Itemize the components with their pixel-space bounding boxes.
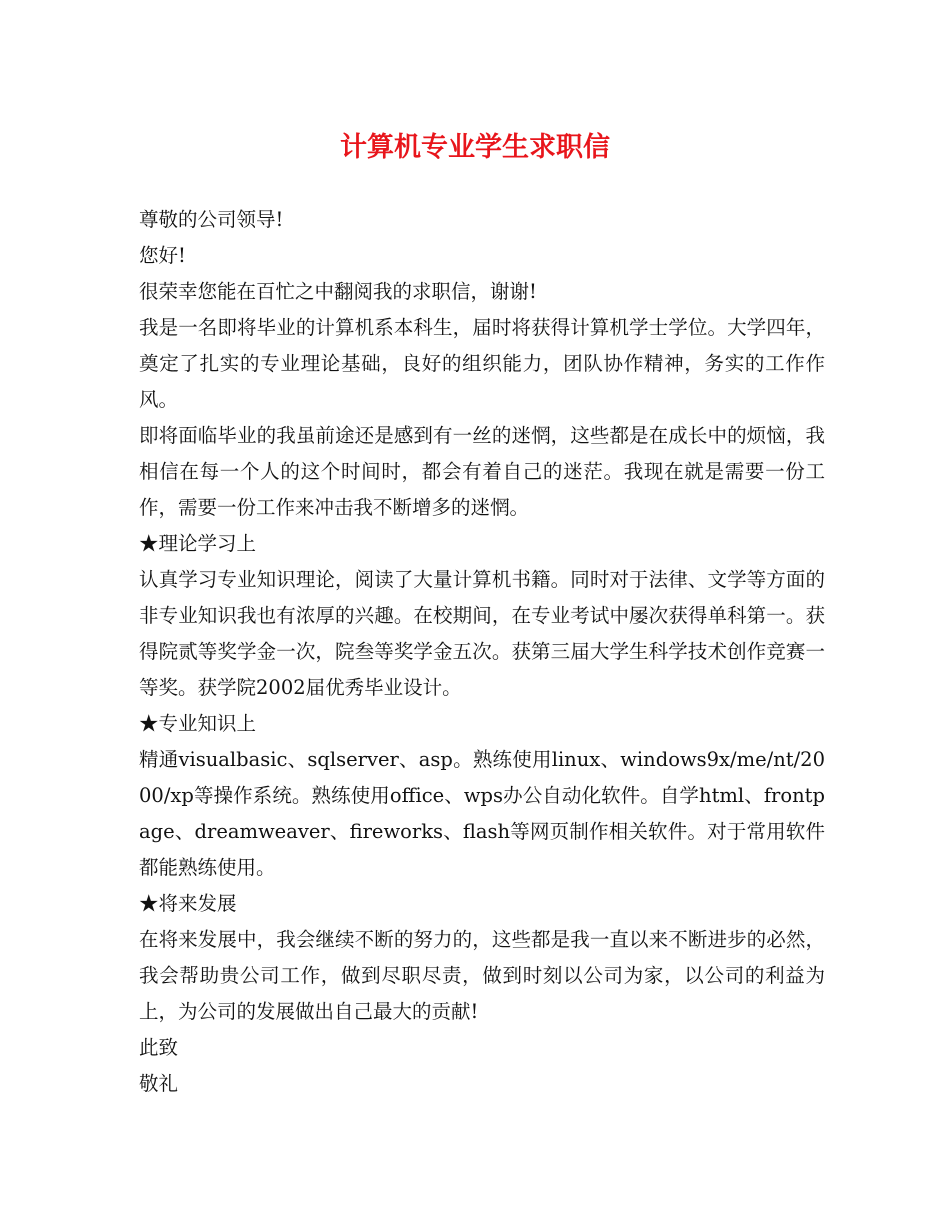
skills-paragraph: 精通visualbasic、sqlserver、asp。熟练使用linux、windows9x/me/nt/2000/xp等操作系统。熟练使用office、wps办公自动化软件。自学html、frontpage、dreamweaver、fireworks、flash等网页制作相关软件。对于常用软件都能熟练使用。 bbox=[139, 748, 825, 879]
intro-paragraph: 我是一名即将毕业的计算机系本科生，届时将获得计算机学士学位。大学四年，奠定了扎实的专业理论基础，良好的组织能力，团队协作精神，务实的工作作风。 bbox=[139, 316, 825, 411]
section-heading-theory: ★理论学习上 bbox=[139, 532, 257, 555]
closing-regards: 敬礼 bbox=[139, 1072, 179, 1095]
document-title: 计算机专业学生求职信 bbox=[340, 132, 610, 163]
section-heading-skills: ★专业知识上 bbox=[139, 712, 257, 735]
closing-line: 此致 bbox=[139, 1036, 179, 1059]
future-paragraph: 在将来发展中，我会继续不断的努力的，这些都是我一直以来不断进步的必然，我会帮助贵公司工作，做到尽职尽责，做到时刻以公司为家，以公司的利益为上，为公司的发展做出自己最大的贡献! bbox=[139, 928, 825, 1023]
theory-paragraph: 认真学习专业知识理论，阅读了大量计算机书籍。同时对于法律、文学等方面的非专业知识我也有浓厚的兴趣。在校期间，在专业考试中屡次获得单科第一。获得院贰等奖学金一次，院叁等奖学金五次。获第三届大学生科学技术创作竞赛一等奖。获学院2002届优秀毕业设计。 bbox=[139, 568, 825, 699]
greeting: 您好! bbox=[139, 244, 186, 267]
salutation: 尊敬的公司领导! bbox=[139, 208, 284, 231]
thanks-paragraph: 很荣幸您能在百忙之中翻阅我的求职信，谢谢! bbox=[139, 280, 537, 303]
section-heading-future: ★将来发展 bbox=[139, 892, 237, 915]
motivation-paragraph: 即将面临毕业的我虽前途还是感到有一丝的迷惘，这些都是在成长中的烦恼，我相信在每一个人的这个时间时，都会有着自己的迷茫。我现在就是需要一份工作，需要一份工作来冲击我不断增多的迷惘。 bbox=[139, 424, 825, 519]
document-body bbox=[139, 202, 825, 1102]
